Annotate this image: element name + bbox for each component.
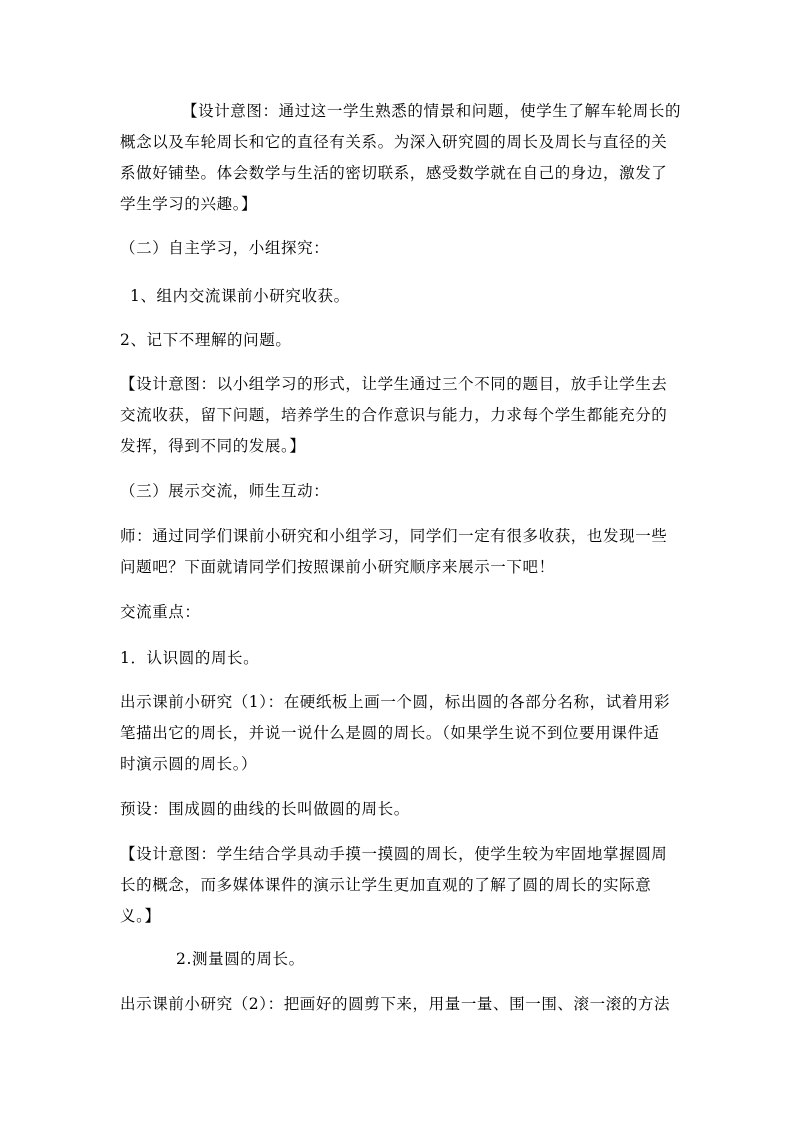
text-line: 出示课前小研究（1）：在硬纸板上画一个圆，标出圆的各部分名称，试着用彩 [120, 693, 671, 711]
text-line: 师：通过同学们课前小研究和小组学习，同学们一定有很多收获，也发现一些 [120, 527, 668, 545]
point-2: 2.测量圆的周长。 [176, 950, 305, 968]
text-line: 时演示圆的周长。） [120, 755, 258, 773]
text-line: 交流收获，留下问题，培养学生的合作意识与能力，力求每个学生都能充分的 [120, 406, 668, 424]
design-intent-paragraph-2 [120, 369, 676, 462]
text-line: 发挥，得到不同的发展。】 [120, 437, 306, 455]
step-1: 1、组内交流课前小研究收获。 [130, 287, 350, 305]
text-line: 【设计意图：学生结合学具动手摸一摸圆的周长，使学生较为牢固地掌握圆周 [120, 845, 668, 863]
preset-answer: 预设：围成圆的曲线的长叫做圆的周长。 [120, 800, 410, 818]
text-line: 系做好铺垫。体会数学与生活的密切联系，感受数学就在自己的身边，激发了 [120, 164, 668, 182]
text-line: 义。】 [120, 907, 161, 925]
show-study-2 [120, 989, 676, 1020]
focus-heading: 交流重点： [120, 603, 201, 621]
text-line: 概念以及车轮周长和它的直径有关系。为深入研究圆的周长及周长与直径的关 [120, 133, 668, 151]
step-2: 2、记下不理解的问题。 [120, 331, 292, 349]
text-line: 出示课前小研究（2）：把画好的圆剪下来，用量一量、围一围、滚一滚的方法 [120, 995, 671, 1013]
show-study-1 [120, 687, 676, 780]
text-line: 问题吧？下面就请同学们按照课前小研究顺序来展示一下吧！ [120, 558, 555, 576]
design-intent-paragraph-1 [120, 96, 682, 220]
text-line: 【设计意图：通过这一学生熟悉的情景和问题，使学生了解车轮周长的 [182, 102, 682, 120]
point-1: 1．认识圆的周长。 [120, 649, 260, 667]
text-line: 笔描出它的周长，并说一说什么是圆的周长。（如果学生说不到位要用课件适 [120, 724, 660, 742]
text-line: 学生学习的兴趣。】 [120, 195, 258, 213]
text-line: 长的概念，而多媒体课件的演示让学生更加直观的了解了圆的周长的实际意 [120, 876, 652, 894]
teacher-speech [120, 521, 676, 583]
section-2-heading: （二）自主学习，小组探究： [120, 239, 330, 257]
section-3-heading: （三）展示交流，师生互动： [120, 482, 330, 500]
text-line: 【设计意图：以小组学习的形式，让学生通过三个不同的题目，放手让学生去 [120, 375, 668, 393]
design-intent-paragraph-3 [120, 839, 676, 932]
